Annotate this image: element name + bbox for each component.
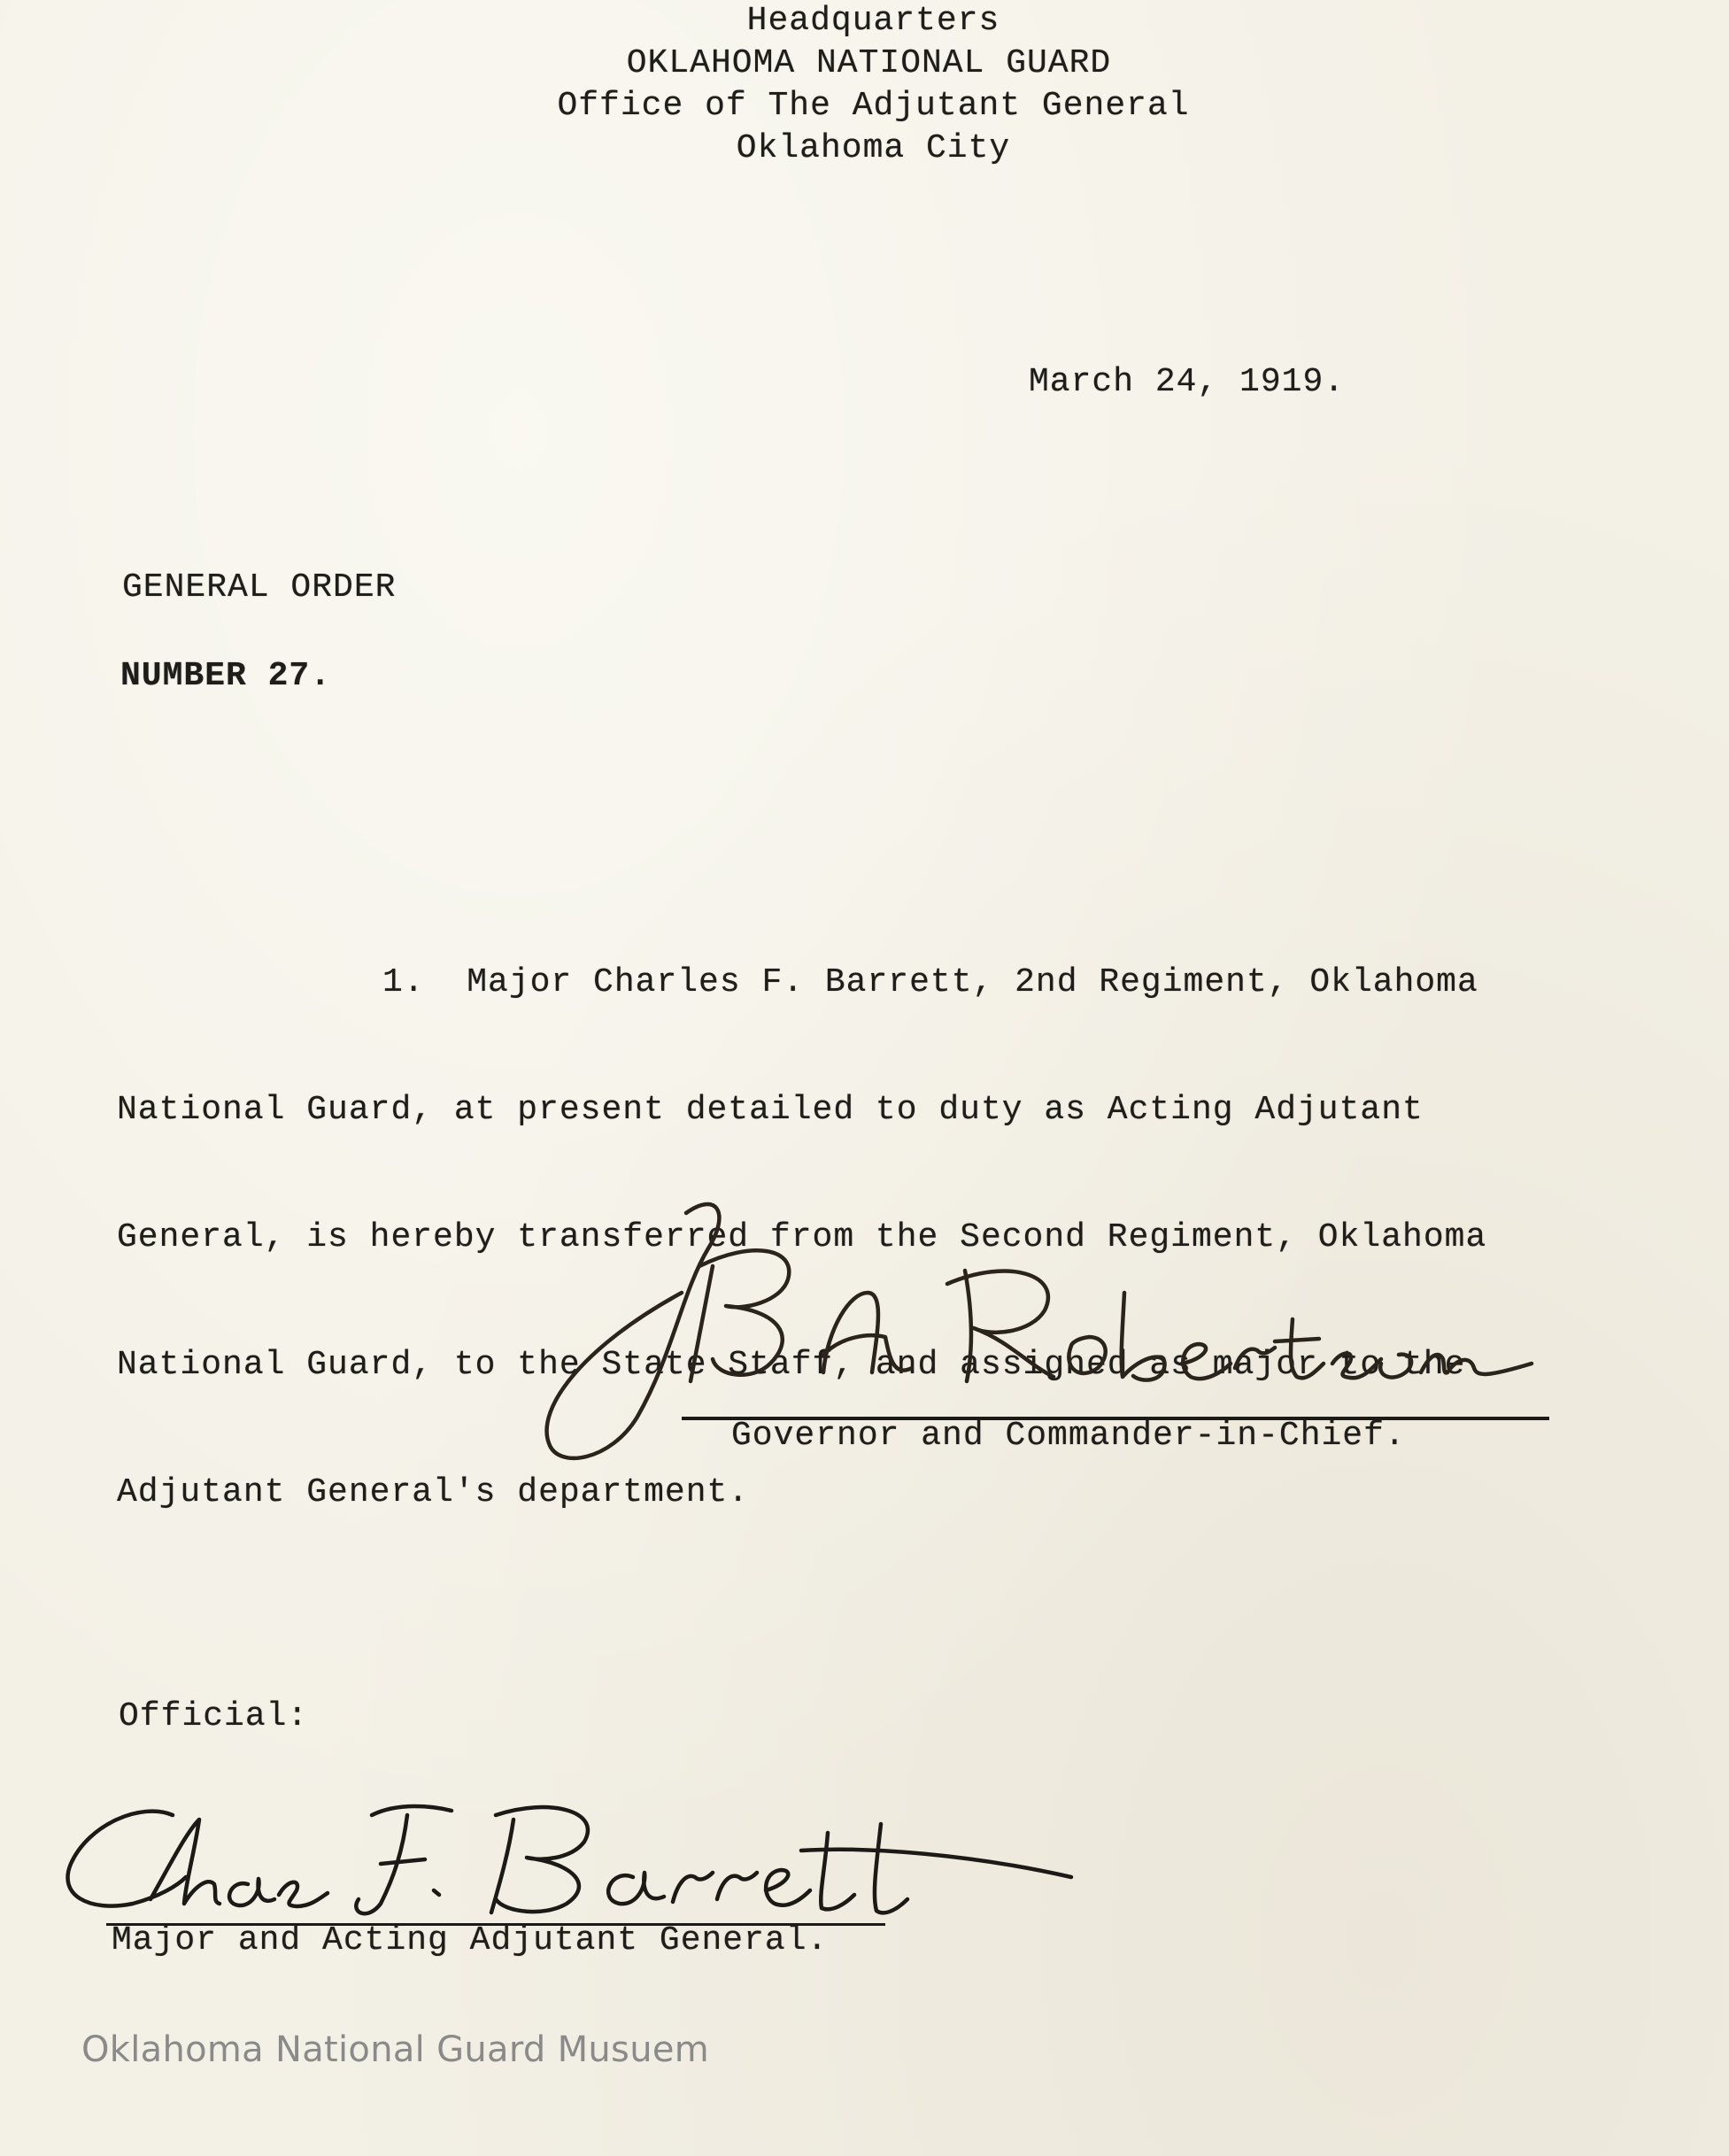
letterhead-line-office: Office of The Adjutant General [557, 87, 1190, 125]
official-label: Official: [119, 1697, 309, 1735]
museum-watermark: Oklahoma National Guard Musuem [81, 2029, 710, 2070]
general-order-number: NUMBER 27. [120, 657, 332, 695]
letterhead-line-city: Oklahoma City [736, 129, 1011, 167]
general-order-title: GENERAL ORDER [122, 568, 397, 607]
governor-title: Governor and Commander-in-Chief. [731, 1417, 1406, 1455]
document-date: March 24, 1919. [1029, 363, 1346, 401]
letterhead-line-organization: OKLAHOMA NATIONAL GUARD [626, 44, 1112, 82]
letterhead-line-headquarters: Headquarters [746, 2, 1000, 40]
letterhead [0, 0, 1729, 170]
paragraph-line: Adjutant General's department. [117, 1473, 750, 1511]
paragraph-line: 1. Major Charles F. Barrett, 2nd Regiment, Oklahoma [382, 963, 1478, 1001]
paragraph-line: National Guard, to the State Staff, and assigned as major to the [117, 1346, 1466, 1384]
paragraph-line: General, is hereby transferred from the Second Regiment, Oklahoma [117, 1218, 1487, 1256]
paragraph-line: National Guard, at present detailed to duty as Acting Adjutant [117, 1091, 1424, 1129]
adjutant-title: Major and Acting Adjutant General. [112, 1921, 829, 1959]
